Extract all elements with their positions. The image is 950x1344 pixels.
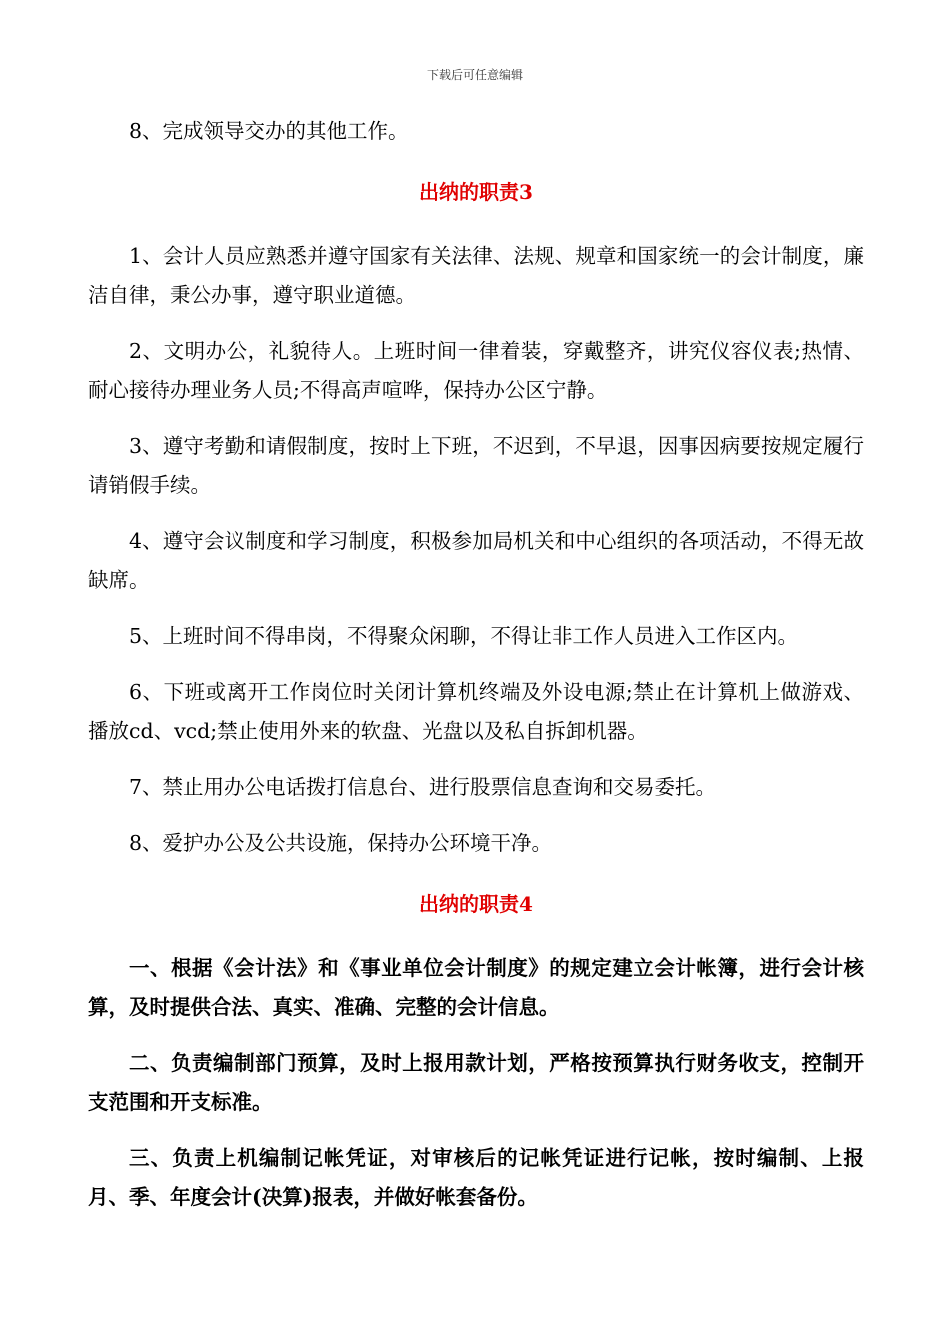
paragraph-bold: 一、根据《会计法》和《事业单位会计制度》的规定建立会计帐簿，进行会计核算，及时提供合法、真实、准确、完整的会计信息。 bbox=[88, 956, 864, 1019]
paragraph: 8、爱护办公及公共设施，保持办公环境干净。 bbox=[129, 831, 553, 855]
paragraph: 5、上班时间不得串岗，不得聚众闲聊，不得让非工作人员进入工作区内。 bbox=[129, 624, 799, 648]
paragraph: 8、完成领导交办的其他工作。 bbox=[129, 119, 409, 143]
page-header: 下载后可任意编辑 bbox=[426, 68, 523, 82]
paragraph: 2、文明办公，礼貌待人。上班时间一律着装，穿戴整齐，讲究仪容仪表;热情、耐心接待办理业务人员;不得高声喧哗，保持办公区宁静。 bbox=[88, 339, 864, 402]
section-title-4: 出纳的职责4 bbox=[419, 892, 533, 916]
paragraph: 7、禁止用办公电话拨打信息台、进行股票信息查询和交易委托。 bbox=[129, 775, 717, 799]
paragraph: 1、会计人员应熟悉并遵守国家有关法律、法规、规章和国家统一的会计制度，廉洁自律，秉公办事，遵守职业道德。 bbox=[88, 244, 864, 307]
paragraph: 4、遵守会议制度和学习制度，积极参加局机关和中心组织的各项活动，不得无故缺席。 bbox=[88, 529, 864, 592]
paragraph: 6、下班或离开工作岗位时关闭计算机终端及外设电源;禁止在计算机上做游戏、播放cd、vcd;禁止使用外来的软盘、光盘以及私自拆卸机器。 bbox=[88, 680, 864, 743]
document-body bbox=[88, 112, 864, 1234]
section-title-3: 出纳的职责3 bbox=[419, 180, 533, 204]
paragraph-bold: 二、负责编制部门预算，及时上报用款计划，严格按预算执行财务收支，控制开支范围和开支标准。 bbox=[88, 1051, 864, 1114]
paragraph-bold: 三、负责上机编制记帐凭证，对审核后的记帐凭证进行记帐，按时编制、上报月、季、年度会计(决算)报表，并做好帐套备份。 bbox=[88, 1146, 864, 1209]
paragraph: 3、遵守考勤和请假制度，按时上下班，不迟到，不早退，因事因病要按规定履行请销假手续。 bbox=[88, 434, 864, 497]
